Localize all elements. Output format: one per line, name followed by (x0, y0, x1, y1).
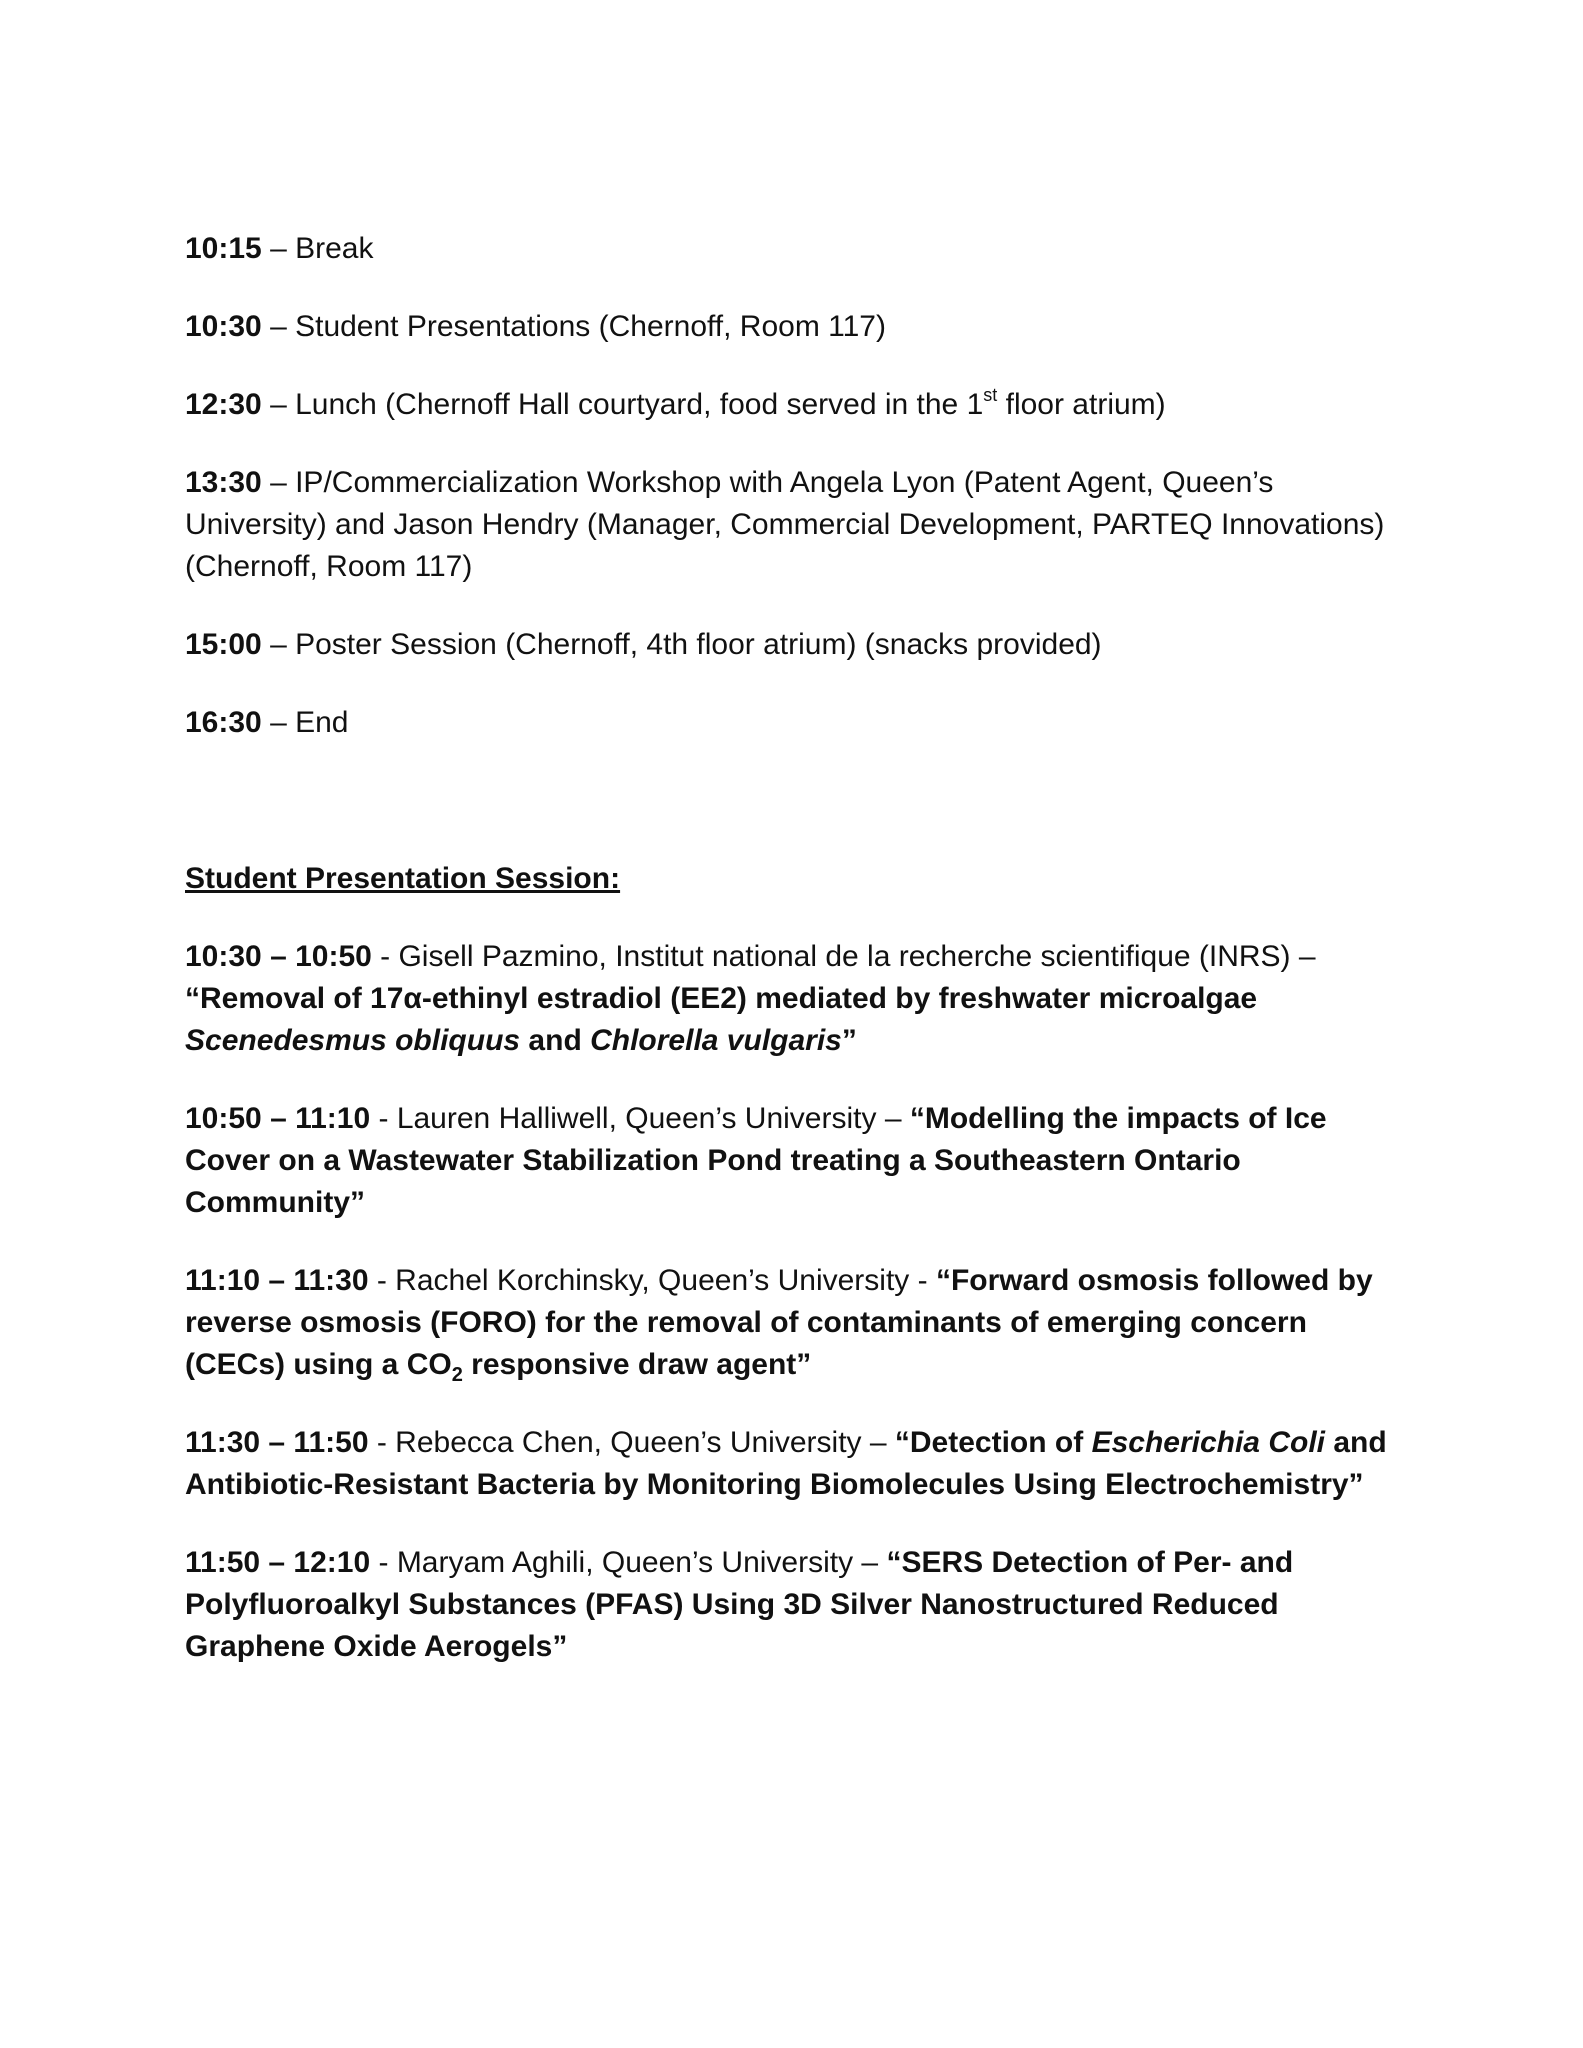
presentation-item (185, 1260, 1405, 1386)
schedule-time: 10:30 (185, 310, 262, 343)
presentation-title: “Removal of 17α-ethinyl estradiol (EE2) mediated by freshwater microalgae Scenedesmus obliquus and Chlorella vulgaris” (185, 982, 1258, 1057)
schedule-text: Poster Session (Chernoff, 4th floor atrium) (snacks provided) (295, 628, 1102, 661)
presentation-time: 11:50 – 12:10 (185, 1546, 371, 1579)
schedule-item-end: 16:30 – End (185, 706, 349, 739)
presentation-item (185, 936, 1405, 1062)
presentation-title: “Detection of Escherichia Coli and Antibiotic-Resistant Bacteria by Monitoring Biomolecules Using Electrochemistry” (185, 1426, 1387, 1501)
schedule-item-lunch: 12:30 – Lunch (Chernoff Hall courtyard, food served in the 1st floor atrium) (185, 385, 1166, 421)
section-heading: Student Presentation Session: (185, 862, 621, 895)
schedule-time: 13:30 (185, 466, 262, 499)
schedule-text: Break (295, 232, 374, 265)
schedule-time: 10:15 (185, 232, 262, 265)
presentation-item (185, 1542, 1405, 1668)
schedule-text: IP/Commercialization Workshop with Angela Lyon (Patent Agent, Queen’s University) and Jason Hendry (Manager, Commercial Development, PARTEQ Innovations) (Chernoff, Room 117) (185, 466, 1385, 583)
spacer (185, 780, 1405, 858)
schedule-time: 15:00 (185, 628, 262, 661)
schedule-item-break: 10:15 – Break (185, 232, 374, 265)
presentation-time: 11:30 – 11:50 (185, 1426, 369, 1459)
schedule-item-workshop: 13:30 – IP/Commercialization Workshop with Angela Lyon (Patent Agent, Queen’s University) and Jason Hendry (Manager, Commercial Development, PARTEQ Innovations) (Chernoff, Room 117) (185, 466, 1385, 583)
presentation-time: 10:30 – 10:50 (185, 940, 372, 973)
schedule-item-poster-session: 15:00 – Poster Session (Chernoff, 4th floor atrium) (snacks provided) (185, 628, 1102, 661)
presenter: - Lauren Halliwell, Queen’s University – (370, 1102, 910, 1135)
presenter: - Rebecca Chen, Queen’s University – (368, 1426, 895, 1459)
presentation-title: “Modelling the impacts of Ice Cover on a Wastewater Stabilization Pond treating a Southeastern Ontario Community” (185, 1102, 1327, 1219)
presentation-title: “Forward osmosis followed by reverse osmosis (FORO) for the removal of contaminants of emerging concern (CECs) using a $CO_2$ responsive draw agent” (185, 1264, 1373, 1386)
presenter: - Maryam Aghili, Queen’s University – (370, 1546, 887, 1579)
schedule-time: 12:30 (185, 388, 262, 421)
document-page (185, 228, 1405, 1704)
presentation-item (185, 1098, 1405, 1224)
presentation-item (185, 1422, 1405, 1506)
schedule-text: Lunch (Chernoff Hall courtyard, food served in the 1 (295, 388, 984, 421)
presentation-time: 11:10 – 11:30 (185, 1264, 369, 1297)
schedule-text: End (295, 706, 349, 739)
schedule-item-student-presentations: 10:30 – Student Presentations (Chernoff, Room 117) (185, 310, 886, 343)
presentation-time: 10:50 – 11:10 (185, 1102, 371, 1135)
presenter: - Gisell Pazmino, Institut national de la recherche scientifique (INRS) – (371, 940, 1316, 973)
presenter: - Rachel Korchinsky, Queen’s University - (368, 1264, 936, 1297)
schedule-text: Student Presentations (Chernoff, Room 117) (295, 310, 886, 343)
presentation-title: “SERS Detection of Per- and Polyfluoroalkyl Substances (PFAS) Using 3D Silver Nanostructured Reduced Graphene Oxide Aerogels” (185, 1546, 1294, 1663)
schedule-time: 16:30 (185, 706, 262, 739)
